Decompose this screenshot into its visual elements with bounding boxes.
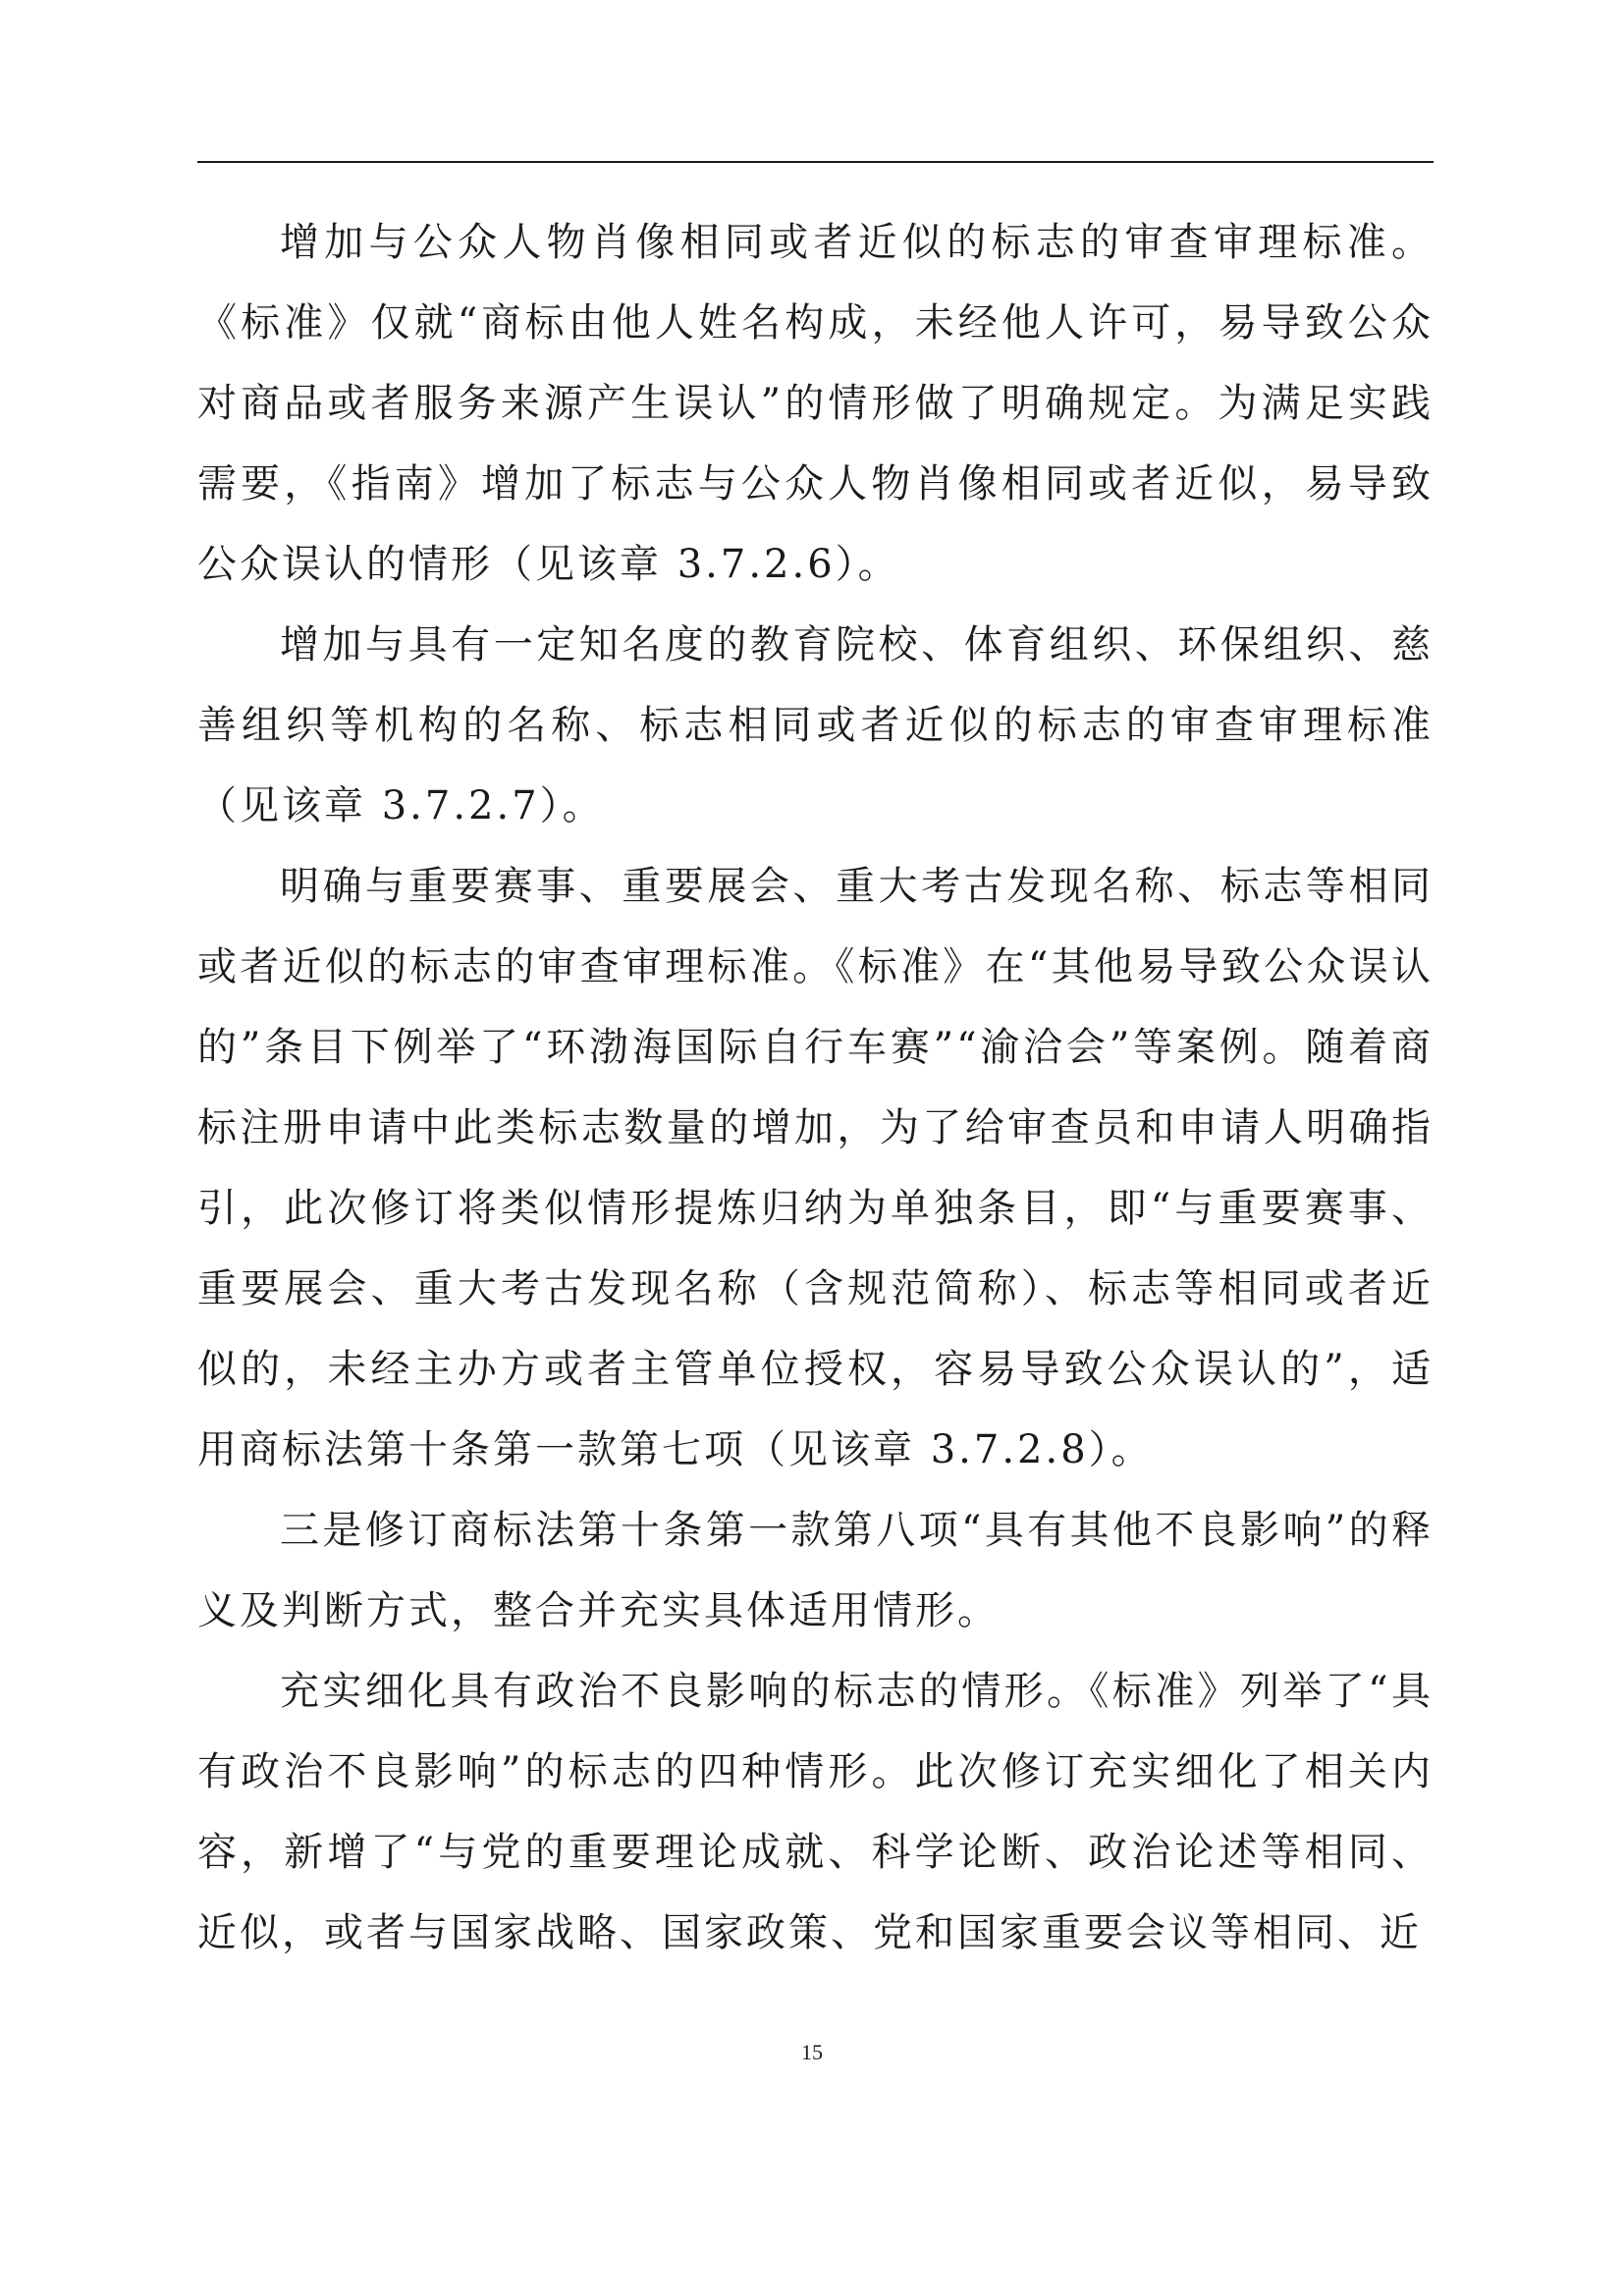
paragraph-political-influence: 充实细化具有政治不良影响的标志的情形。《标准》列举了“具有政治不良影响”的标志的四种情形。此次修订充实细化了相关内容，新增了“与党的重要理论成就、科学论断、政治论述等相同、近似，或者与国家战略、国家政策、党和国家重要会议等相同、近 <box>197 1669 1434 1955</box>
paragraph-institution-names: 增加与具有一定知名度的教育院校、体育组织、环保组织、慈善组织等机构的名称、标志相同或者近似的标志的审查审理标准（见该章 3.7.2.7）。 <box>197 622 1434 828</box>
page-number: 15 <box>801 2040 823 2064</box>
paragraph-adverse-influence: 三是修订商标法第十条第一款第八项“具有其他不良影响”的释义及判断方式，整合并充实具体适用情形。 <box>197 1508 1434 1633</box>
header-rule <box>197 161 1434 163</box>
paragraph-portrait-standard: 增加与公众人物肖像相同或者近似的标志的审查审理标准。《标准》仅就“商标由他人姓名构成，未经他人许可，易导致公众对商品或者服务来源产生误认”的情形做了明确规定。为满足实践需要，《指南》增加了标志与公众人物肖像相同或者近似，易导致公众误认的情形（见该章 3.7.2.6）。 <box>197 220 1434 587</box>
document-body <box>197 202 1434 1973</box>
paragraph-events-exhibitions: 明确与重要赛事、重要展会、重大考古发现名称、标志等相同或者近似的标志的审查审理标准。《标准》在“其他易导致公众误认的”条目下例举了“环渤海国际自行车赛”“渝洽会”等案例。随着商标注册申请中此类标志数量的增加，为了给审查员和申请人明确指引，此次修订将类似情形提炼归纳为单独条目，即“与重要赛事、重要展会、重大考古发现名称（含规范简称）、标志等相同或者近似的，未经主办方或者主管单位授权，容易导致公众误认的”，适用商标法第十条第一款第七项（见该章 3.7.2.8）。 <box>197 864 1434 1472</box>
